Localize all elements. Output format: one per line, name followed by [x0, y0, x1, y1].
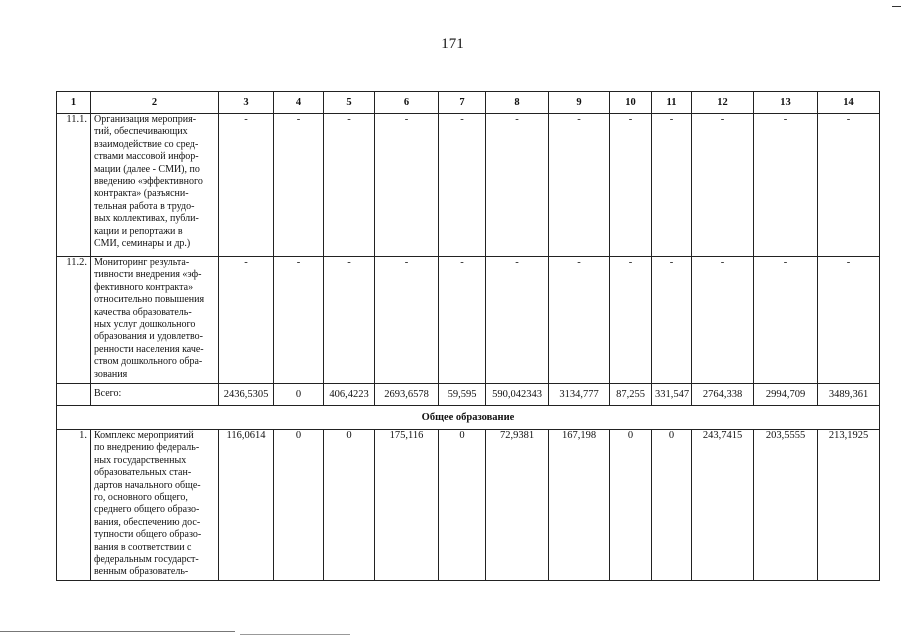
table-row — [57, 114, 880, 257]
table-row — [57, 430, 880, 581]
value-cell-col-10: 0 — [610, 430, 652, 581]
description-line: Организация мероприя- — [94, 114, 197, 125]
value-cell-col-12: - — [692, 114, 754, 257]
value-cell-col-9: - — [549, 257, 610, 384]
value-cell-col-7: - — [439, 257, 486, 384]
row-description: Всего: — [91, 384, 219, 406]
value-cell-col-8: 590,042343 — [486, 384, 549, 406]
description-line: венным образователь- — [94, 566, 189, 578]
column-header-10: 10 — [610, 92, 652, 114]
row-code: 11.1. — [57, 114, 91, 257]
value-cell-col-3: 2436,5305 — [219, 384, 274, 406]
description-line: контракта» (разъясни- — [94, 188, 189, 200]
value-cell-col-14: - — [818, 114, 880, 257]
value-cell-col-5: 0 — [324, 430, 375, 581]
value-cell-col-6: - — [375, 114, 439, 257]
header-row — [57, 92, 880, 114]
description-line: образования и удовлетво- — [94, 331, 203, 343]
value-cell-col-6: - — [375, 257, 439, 384]
column-header-9: 9 — [549, 92, 610, 114]
table-row — [57, 257, 880, 384]
value-cell-col-3: 116,0614 — [219, 430, 274, 581]
value-cell-col-13: 2994,709 — [754, 384, 818, 406]
value-cell-col-9: - — [549, 114, 610, 257]
value-cell-col-6: 175,116 — [375, 430, 439, 581]
description-line: ством дошкольного обра- — [94, 356, 203, 368]
value-cell-col-13: - — [754, 114, 818, 257]
value-cell-col-5: 406,4223 — [324, 384, 375, 406]
column-header-6: 6 — [375, 92, 439, 114]
description-line: Мониторинг результа- — [94, 257, 190, 268]
section-title: Общее образование — [57, 406, 880, 430]
description-line: тельная работа в трудо- — [94, 200, 195, 212]
description-line: тивности внедрения «эф- — [94, 269, 202, 281]
column-header-11: 11 — [652, 92, 692, 114]
value-cell-col-12: - — [692, 257, 754, 384]
column-header-13: 13 — [754, 92, 818, 114]
row-description — [91, 257, 219, 384]
column-header-2: 2 — [91, 92, 219, 114]
budget-table — [56, 91, 880, 581]
description-line: тий, обеспечивающих — [94, 126, 188, 138]
description-line: дартов начального обще- — [94, 479, 201, 491]
description-line: Комплекс мероприятий — [94, 430, 194, 441]
description-line: вания в соответствии с — [94, 541, 192, 553]
description-line: взаимодействие со сред- — [94, 138, 199, 150]
description-line: ных государственных — [94, 454, 187, 466]
description-line: по внедрению федераль- — [94, 442, 200, 454]
column-header-4: 4 — [274, 92, 324, 114]
value-cell-col-14: 3489,361 — [818, 384, 880, 406]
value-cell-col-7: 0 — [439, 430, 486, 581]
column-header-7: 7 — [439, 92, 486, 114]
value-cell-col-11: - — [652, 257, 692, 384]
value-cell-col-10: - — [610, 257, 652, 384]
description-line: качества образователь- — [94, 306, 192, 318]
description-line: зования — [94, 368, 128, 380]
description-line: СМИ, семинары и др.) — [94, 238, 191, 250]
value-cell-col-4: - — [274, 114, 324, 257]
description-line: введению «эффективного — [94, 176, 203, 188]
column-header-5: 5 — [324, 92, 375, 114]
column-header-12: 12 — [692, 92, 754, 114]
column-header-1: 1 — [57, 92, 91, 114]
row-code: 1. — [57, 430, 91, 581]
description-line: го, основного общего, — [94, 492, 188, 504]
page-number: 171 — [441, 36, 464, 52]
value-cell-col-13: - — [754, 257, 818, 384]
row-description — [91, 114, 219, 257]
value-cell-col-4: 0 — [274, 384, 324, 406]
value-cell-col-10: - — [610, 114, 652, 257]
description-line: образовательных стан- — [94, 467, 192, 479]
value-cell-col-9: 167,198 — [549, 430, 610, 581]
section-row — [57, 406, 880, 430]
footer-rule — [0, 631, 235, 632]
value-cell-col-12: 2764,338 — [692, 384, 754, 406]
value-cell-col-6: 2693,6578 — [375, 384, 439, 406]
column-header-3: 3 — [219, 92, 274, 114]
description-line: среднего общего образо- — [94, 504, 200, 516]
description-line: относительно повышения — [94, 294, 205, 306]
description-line: ренности населения каче- — [94, 343, 204, 355]
column-header-14: 14 — [818, 92, 880, 114]
value-cell-col-11: 0 — [652, 430, 692, 581]
description-line: ных услуг дошкольного — [94, 319, 196, 331]
value-cell-col-8: - — [486, 257, 549, 384]
value-cell-col-14: - — [818, 257, 880, 384]
value-cell-col-3: - — [219, 257, 274, 384]
description-line: ствами массовой инфор- — [94, 151, 199, 163]
description-line: фективного контракта» — [94, 281, 194, 293]
description-line: вых коллективах, публи- — [94, 213, 199, 225]
description-line: федеральным государст- — [94, 554, 199, 566]
value-cell-col-11: 331,547 — [652, 384, 692, 406]
description-line: кации и репортажи в — [94, 225, 183, 237]
column-header-8: 8 — [486, 92, 549, 114]
value-cell-col-11: - — [652, 114, 692, 257]
table-row — [57, 384, 880, 406]
value-cell-col-3: - — [219, 114, 274, 257]
description-line: тупности общего образо- — [94, 529, 202, 541]
value-cell-col-5: - — [324, 257, 375, 384]
value-cell-col-12: 243,7415 — [692, 430, 754, 581]
value-cell-col-7: 59,595 — [439, 384, 486, 406]
value-cell-col-7: - — [439, 114, 486, 257]
value-cell-col-10: 87,255 — [610, 384, 652, 406]
value-cell-col-13: 203,5555 — [754, 430, 818, 581]
value-cell-col-4: - — [274, 257, 324, 384]
row-description — [91, 430, 219, 581]
value-cell-col-8: - — [486, 114, 549, 257]
description-line: мации (далее - СМИ), по — [94, 163, 200, 175]
value-cell-col-4: 0 — [274, 430, 324, 581]
description-line: вания, обеспечению дос- — [94, 516, 201, 528]
value-cell-col-5: - — [324, 114, 375, 257]
value-cell-col-14: 213,1925 — [818, 430, 880, 581]
value-cell-col-9: 3134,777 — [549, 384, 610, 406]
value-cell-col-8: 72,9381 — [486, 430, 549, 581]
corner-mark — [892, 6, 901, 7]
row-code — [57, 384, 91, 406]
footer-rule-short — [240, 634, 350, 635]
row-code: 11.2. — [57, 257, 91, 384]
